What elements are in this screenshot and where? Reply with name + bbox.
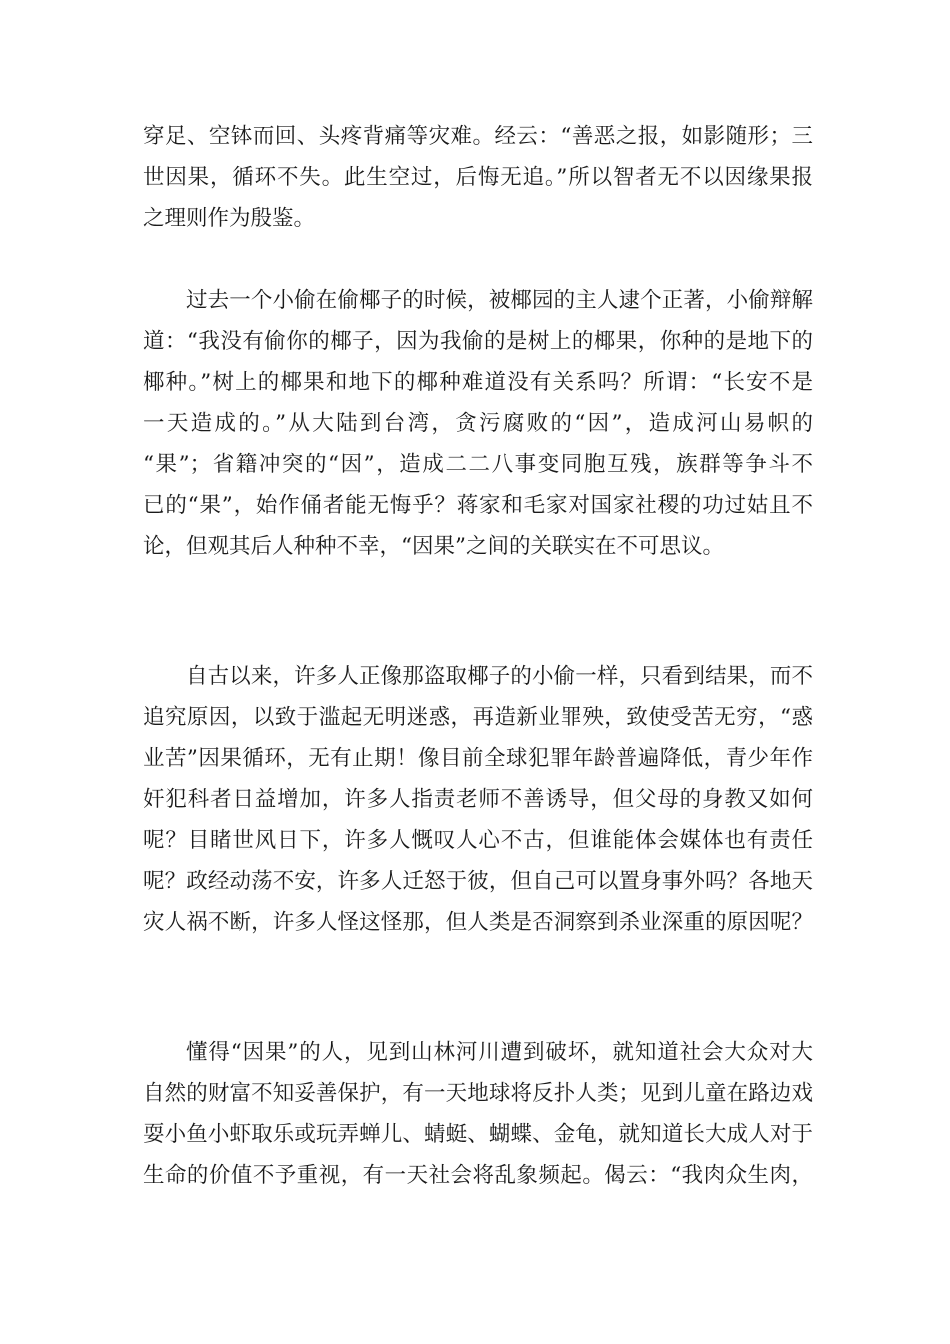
text-line: 追究原因，以致于滥起无明迷惑，再造新业罪殃，致使受苦无穷，“惑 [143,705,813,730]
text-line: 业苦”因果循环，无有止期！像目前全球犯罪年龄普遍降低，青少年作 [143,746,813,771]
paragraph-3 [143,656,813,943]
paragraph-2 [143,280,813,567]
paragraph-4 [143,1032,813,1196]
text-line: 灾人祸不断，许多人怪这怪那，但人类是否洞察到杀业深重的原因呢？ [143,910,813,935]
text-line: 生命的价值不予重视，有一天社会将乱象频起。偈云：“我肉众生肉， [143,1163,813,1188]
text-line: 穿足、空钵而回、头疼背痛等灾难。经云：“善恶之报，如影随形；三 [143,124,813,149]
text-line: 自古以来，许多人正像那盗取椰子的小偷一样，只看到结果，而不 [186,664,813,689]
paragraph-1 [143,116,813,239]
text-line: 已的“果”，始作俑者能无悔乎？蒋家和毛家对国家社稷的功过姑且不 [143,493,813,518]
text-line: 奸犯科者日益增加，许多人指责老师不善诱导，但父母的身教又如何 [143,787,813,812]
text-line: 呢？政经动荡不安，许多人迁怒于彼，但自己可以置身事外吗？各地天 [143,869,813,894]
text-line: 懂得“因果”的人，见到山林河川遭到破坏，就知道社会大众对大 [186,1040,813,1065]
text-line: 过去一个小偷在偷椰子的时候，被椰园的主人逮个正著，小偷辩解 [186,288,813,313]
text-line: 世因果，循环不失。此生空过，后悔无追。”所以智者无不以因缘果报 [143,165,813,190]
text-line: 呢？目睹世风日下，许多人慨叹人心不古，但谁能体会媒体也有责任 [143,828,813,853]
text-line: 自然的财富不知妥善保护，有一天地球将反扑人类；见到儿童在路边戏 [143,1081,813,1106]
text-line: 道：“我没有偷你的椰子，因为我偷的是树上的椰果，你种的是地下的 [143,329,813,354]
text-line: 论，但观其后人种种不幸，“因果”之间的关联实在不可思议。 [143,534,724,559]
text-line: 一天造成的。”从大陆到台湾，贪污腐败的“因”，造成河山易帜的 [143,411,813,436]
text-line: 椰种。”树上的椰果和地下的椰种难道没有关系吗？所谓：“长安不是 [143,370,813,395]
text-line: 耍小鱼小虾取乐或玩弄蝉儿、蜻蜓、蝴蝶、金龟，就知道长大成人对于 [143,1122,813,1147]
text-line: “果”；省籍冲突的“因”，造成二二八事变同胞互残，族群等争斗不 [143,452,813,477]
text-line: 之理则作为殷鉴。 [143,206,316,231]
